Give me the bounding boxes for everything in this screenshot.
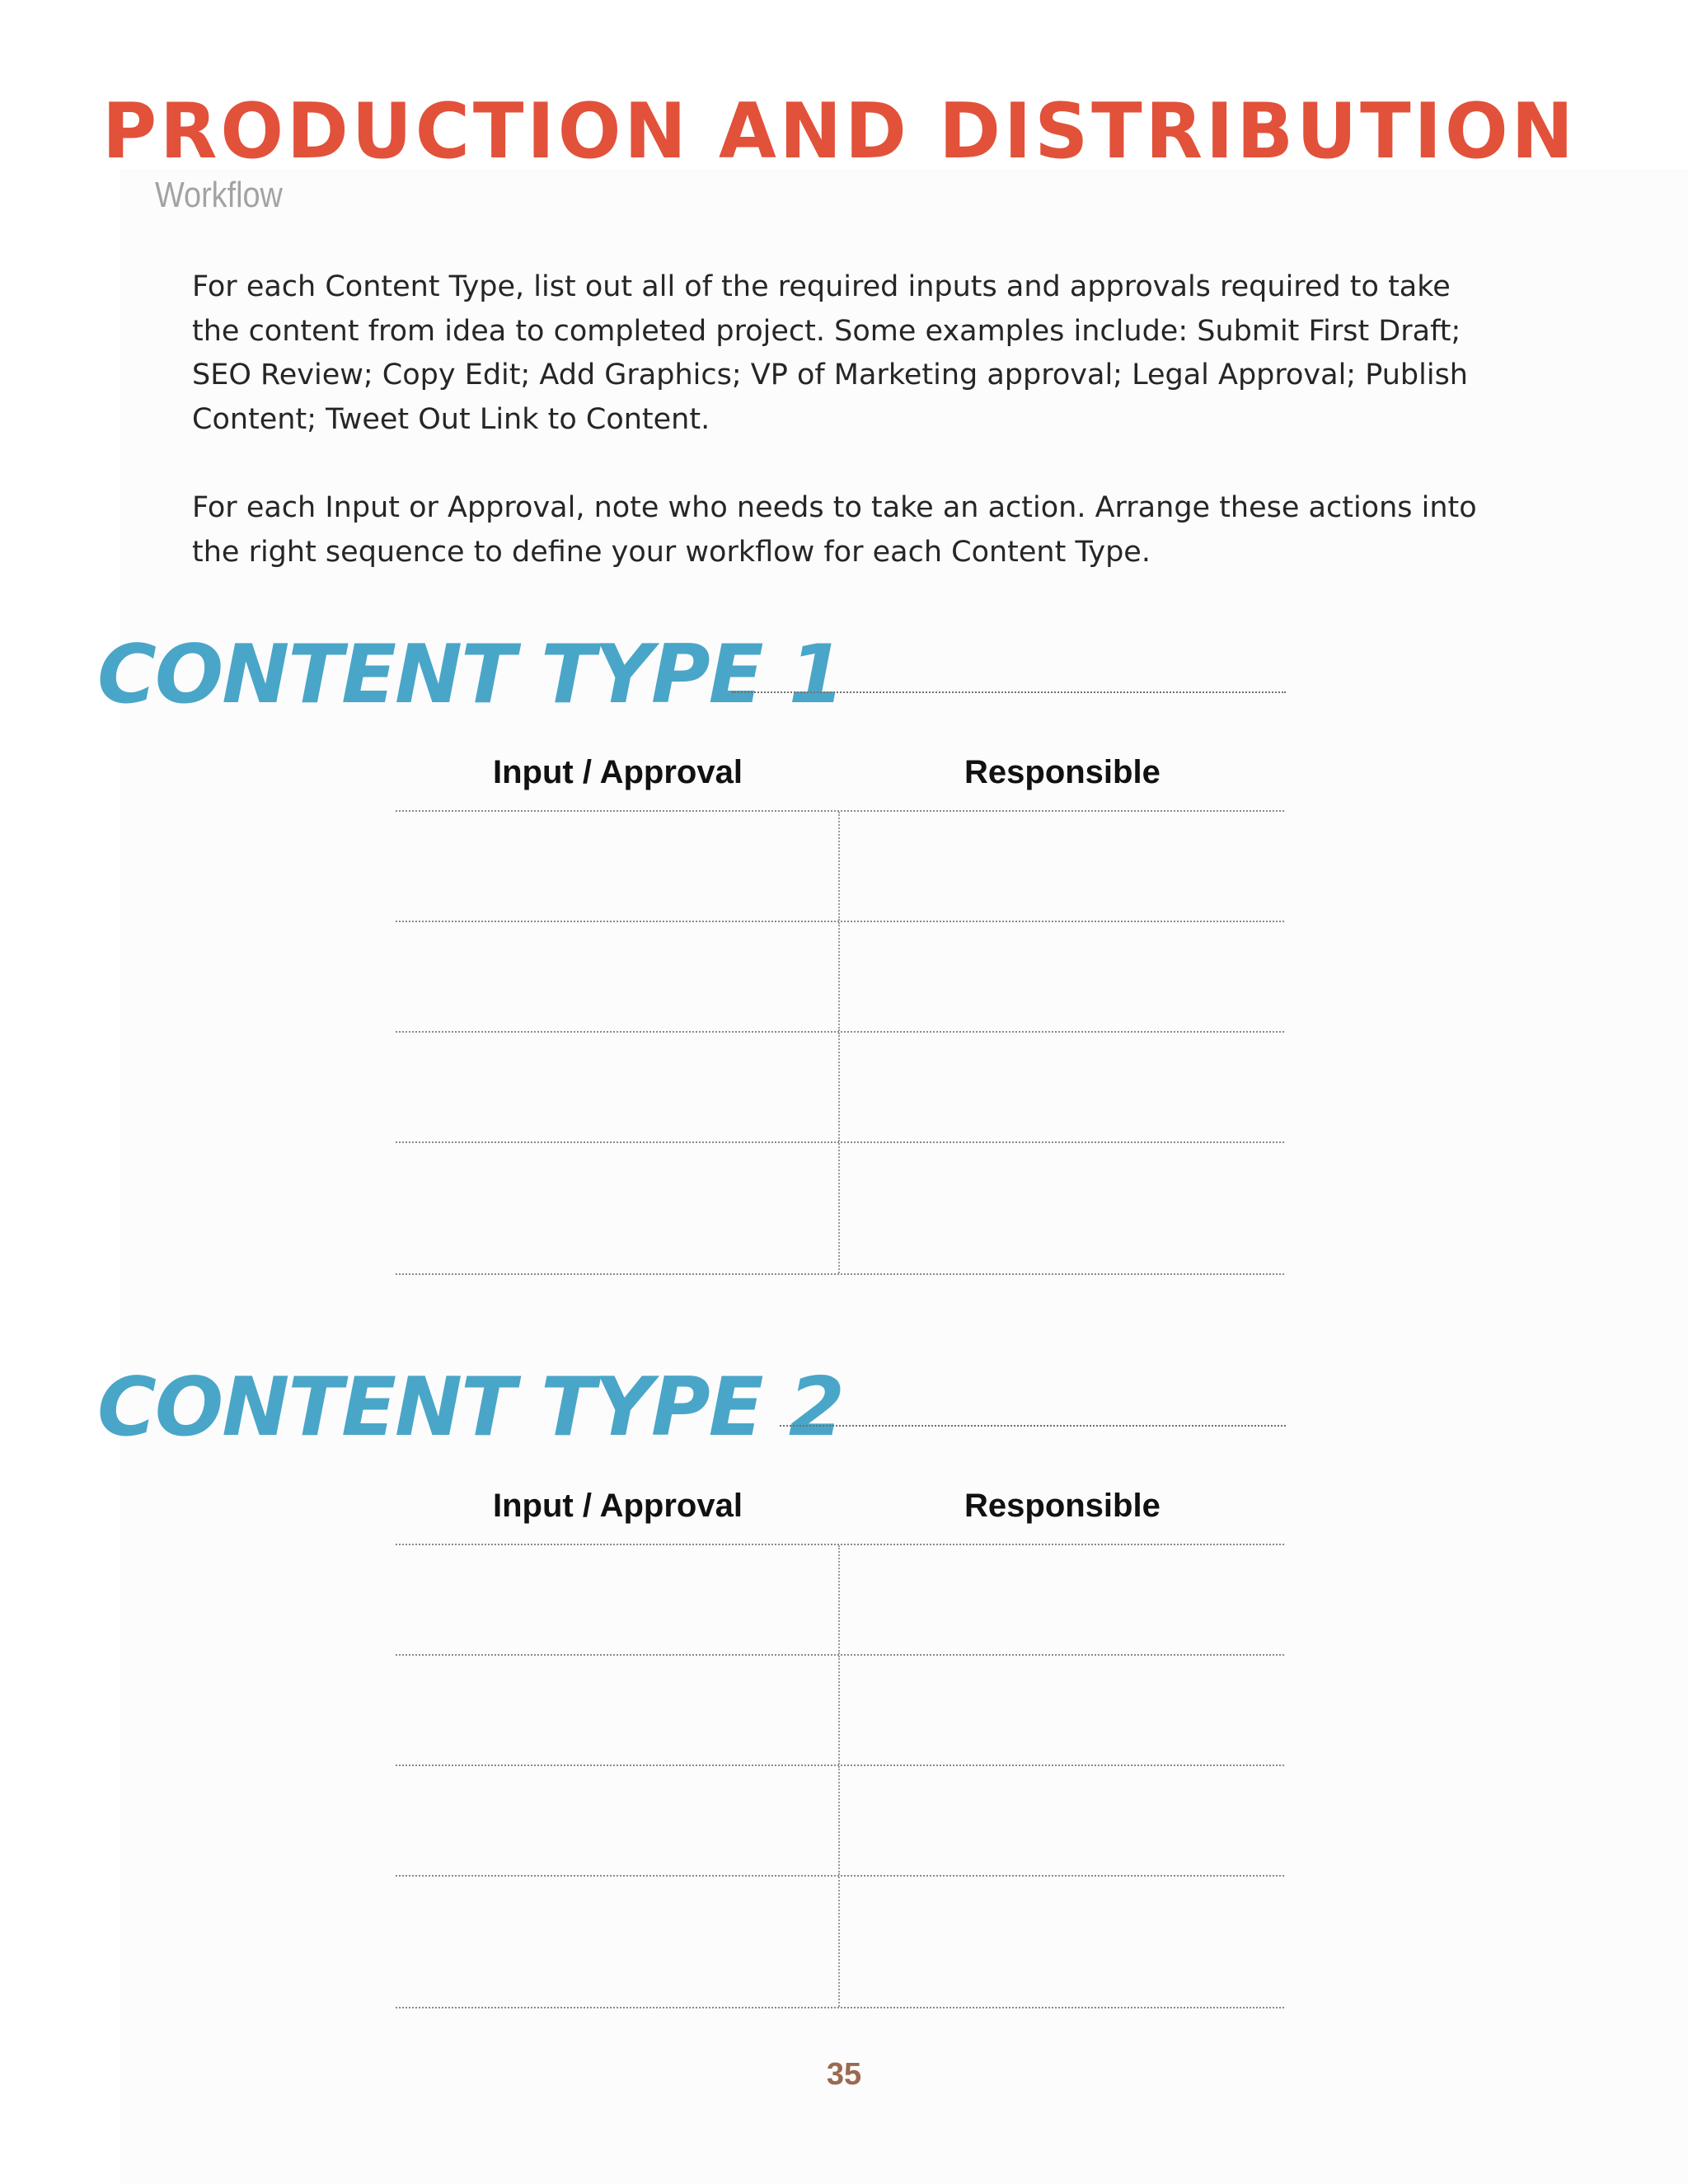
responsible-cell[interactable]: [840, 812, 1284, 921]
input-approval-cell[interactable]: [396, 1766, 840, 1875]
input-approval-cell[interactable]: [396, 1143, 840, 1273]
responsible-cell[interactable]: [840, 1656, 1284, 1765]
page-subtitle: Workflow: [155, 175, 283, 215]
section-title-content-type-1: CONTENT TYPE 1: [97, 628, 843, 722]
fill-in-line-content-type-2[interactable]: [780, 1425, 1286, 1427]
table-row: [396, 1875, 1284, 2008]
column-header-responsible: Responsible: [964, 1488, 1160, 1524]
input-approval-cell[interactable]: [396, 1545, 840, 1654]
section-title-content-type-2: CONTENT TYPE 2: [97, 1361, 843, 1455]
table-header: [396, 1469, 1284, 1544]
workflow-table-2: [396, 1469, 1284, 2008]
column-header-responsible: Responsible: [964, 754, 1160, 790]
column-header-input-approval: Input / Approval: [493, 754, 743, 790]
input-approval-cell[interactable]: [396, 812, 840, 921]
responsible-cell[interactable]: [840, 1033, 1284, 1141]
intro-paragraph-1: For each Content Type, list out all of the required inputs and approvals required to take the content from idea to completed project. Some examples include: Submit First Draft; SEO Review; Copy Edit; Add Graphics; VP of Marketing approval; Legal Approval; Publish Content; Tweet Out Link to Content.: [192, 270, 1468, 436]
responsible-cell[interactable]: [840, 1877, 1284, 2007]
table-row: [396, 1654, 1284, 1765]
table-row: [396, 921, 1284, 1031]
fill-in-line-content-type-1[interactable]: [732, 691, 1286, 693]
input-approval-cell[interactable]: [396, 922, 840, 1031]
input-approval-cell[interactable]: [396, 1656, 840, 1765]
table-row: [396, 1031, 1284, 1141]
table-row: [396, 1141, 1284, 1275]
intro-paragraph-2: For each Input or Approval, note who needs to take an action. Arrange these actions into the right sequence to define your workflow for each Content Type.: [192, 491, 1477, 569]
responsible-cell[interactable]: [840, 922, 1284, 1031]
responsible-cell[interactable]: [840, 1143, 1284, 1273]
responsible-cell[interactable]: [840, 1545, 1284, 1654]
intro-text: [192, 265, 1494, 619]
column-header-input-approval: Input / Approval: [493, 1488, 743, 1524]
input-approval-cell[interactable]: [396, 1033, 840, 1141]
page-number: 35: [826, 2057, 862, 2092]
responsible-cell[interactable]: [840, 1766, 1284, 1875]
page-title: PRODUCTION AND DISTRIBUTION: [102, 87, 1577, 176]
workflow-table-1: [396, 736, 1284, 1275]
table-row: [396, 1544, 1284, 1654]
table-header: [396, 736, 1284, 810]
table-row: [396, 810, 1284, 921]
table-row: [396, 1765, 1284, 1875]
input-approval-cell[interactable]: [396, 1877, 840, 2007]
